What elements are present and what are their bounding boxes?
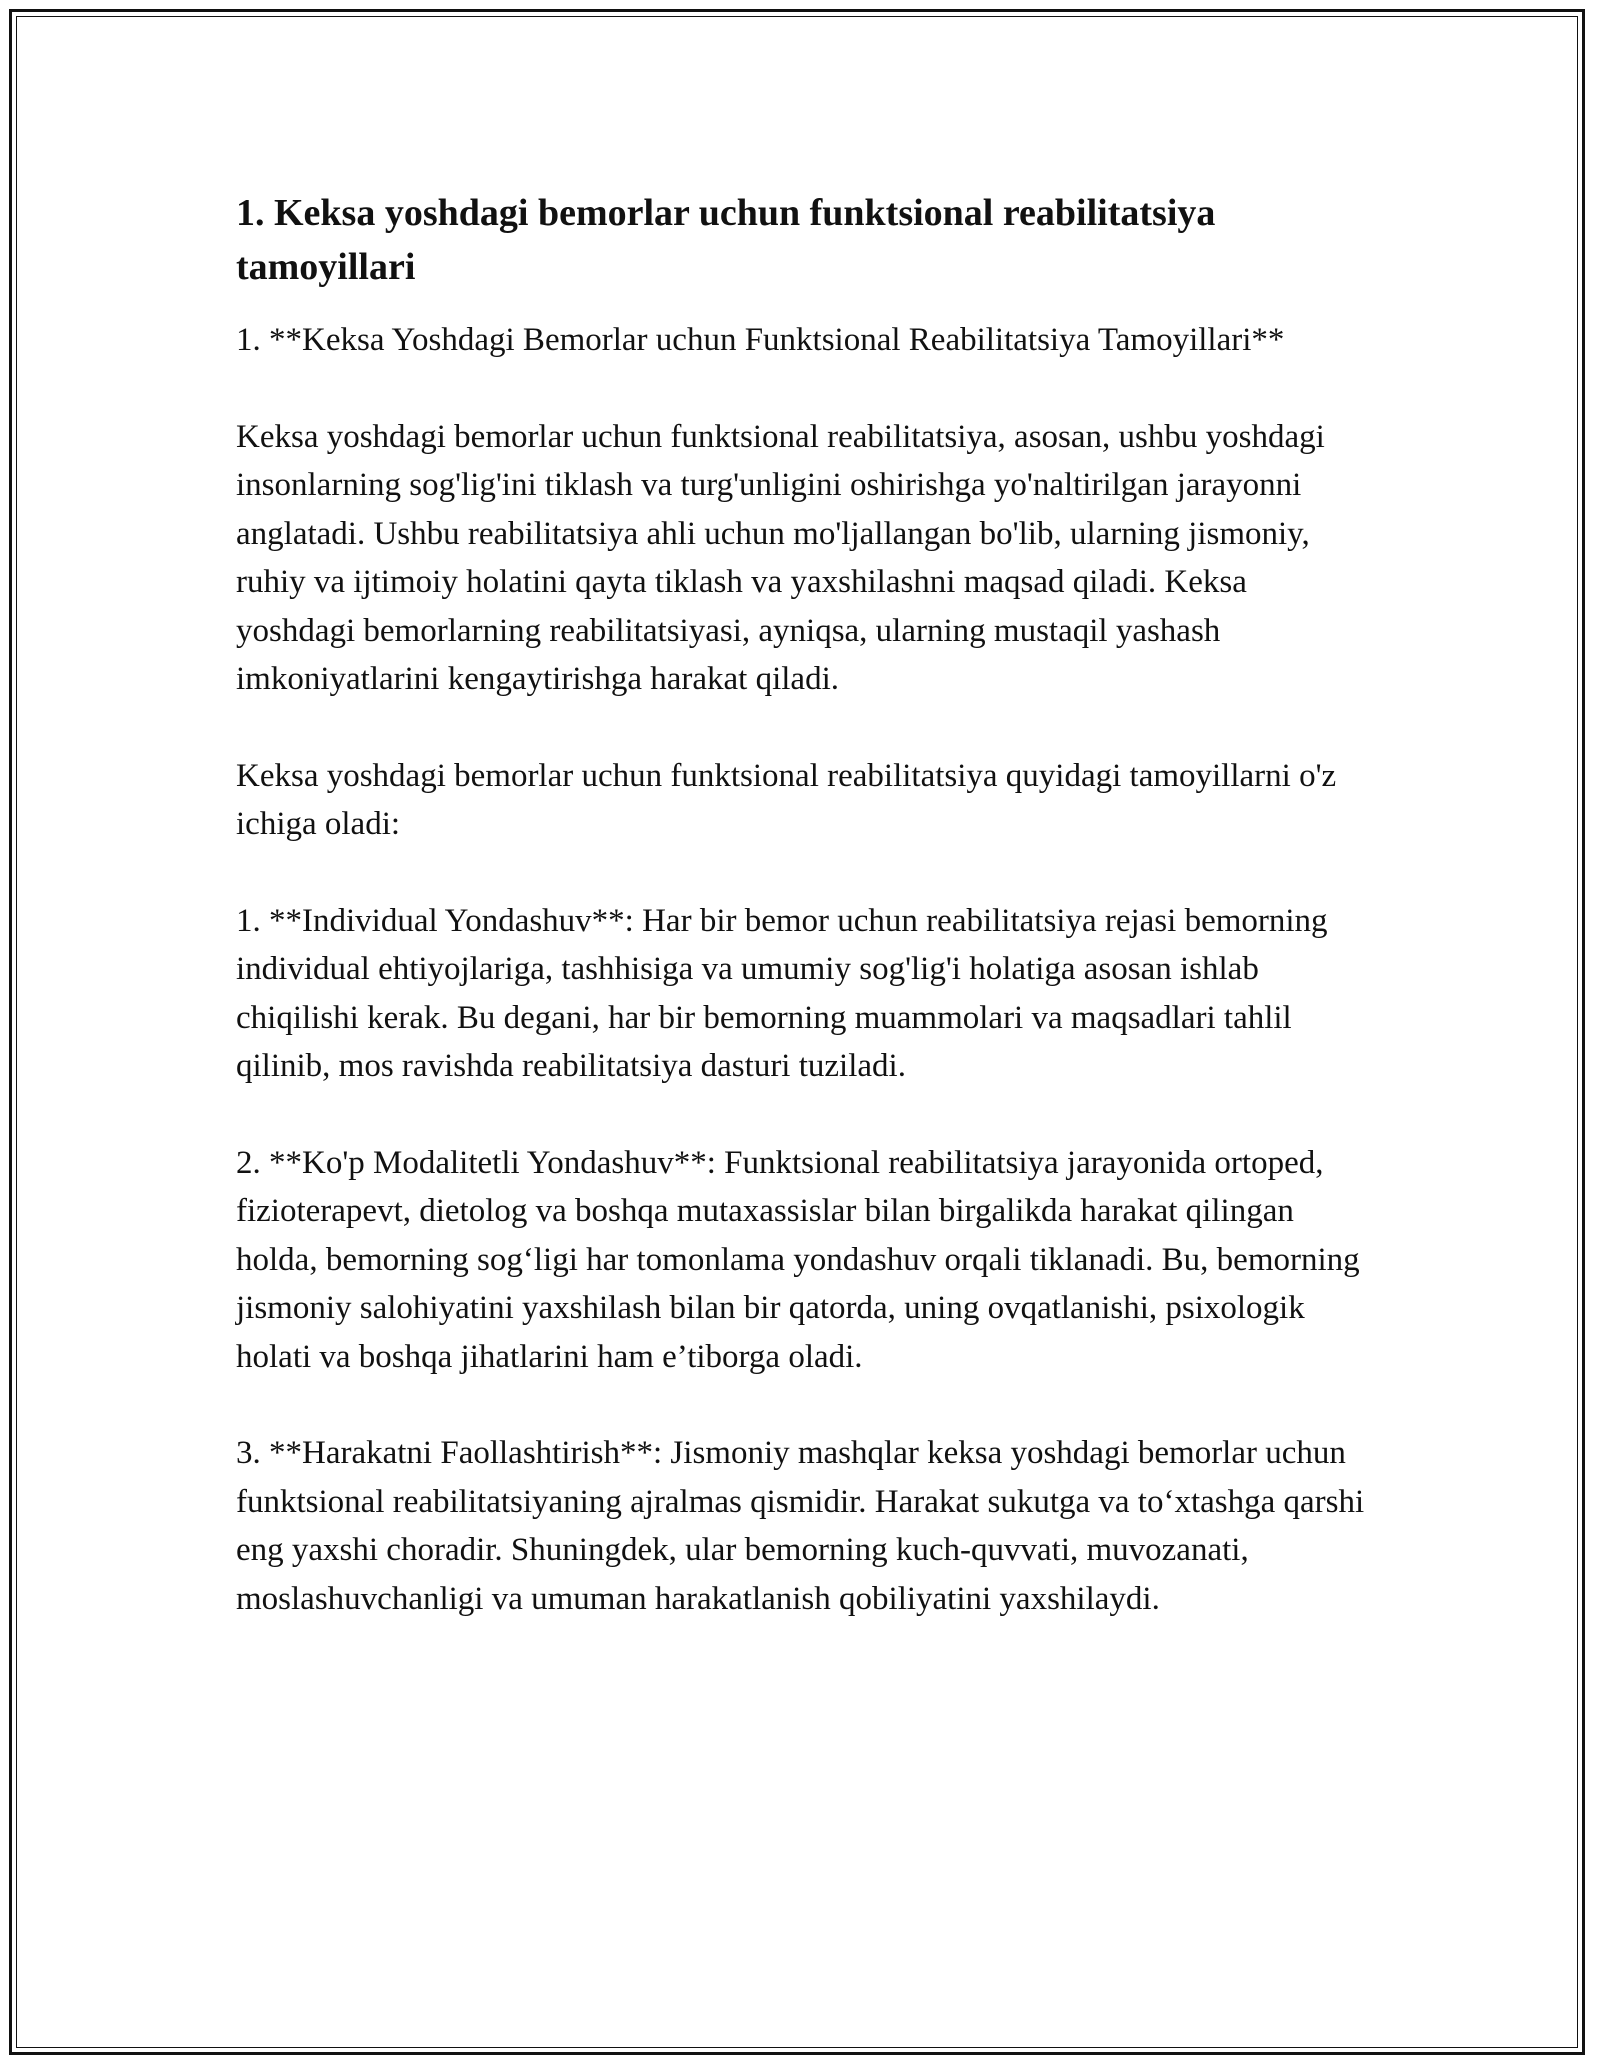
document-title: 1. Keksa yoshdagi bemorlar uchun funktsional reabilitatsiya tamoyillari — [236, 192, 1216, 288]
paragraph-principles-lead: Keksa yoshdagi bemorlar uchun funktsional reabilitatsiya quyidagi tamoyillarni o'z ichiga oladi: — [236, 757, 1337, 842]
paragraph-principle-1: 1. **Individual Yondashuv**: Har bir bemor uchun reabilitatsiya rejasi bemorning individual ehtiyojlariga, tashhisiga va umumiy sog'lig'i holatiga asosan ishlab chiqilishi kerak. Bu degani, har bir bemorning muammolari va maqsadlari tahlil qilinib, mos ravishda reabilitatsiya dasturi tuziladi. — [236, 902, 1328, 1084]
paragraph-principle-3: 3. **Harakatni Faollashtirish**: Jismoniy mashqlar keksa yoshdagi bemorlar uchun funktsional reabilitatsiyaning ajralmas qismidir. Harakat sukutga va to‘xtashga qarshi eng yaxshi choradir. Shuningdek, ular bemorning kuch-quvvati, muvozanati, moslashuvchanligi va umuman harakatlanish qobiliyatini yaxshilaydi. — [236, 1435, 1365, 1617]
paragraph-principle-2: 2. **Ko'p Modalitetli Yondashuv**: Funktsional reabilitatsiya jarayonida ortoped, fizioterapevt, dietolog va boshqa mutaxassislar bilan birgalikda harakat qilingan holda, bemorning sog‘ligi har tomonlama yondashuv orqali tiklanadi. Bu, bemorning jismoniy salohiyatini yaxshilash bilan bir qatorda, uning ovqatlanishi, psixologik holati va boshqa jihatlarini ham e’tiborga oladi. — [236, 1144, 1360, 1375]
paragraph-intro: Keksa yoshdagi bemorlar uchun funktsional reabilitatsiya, asosan, ushbu yoshdagi insonlarning sog'lig'ini tiklash va turg'unligini oshirishga yo'naltirilgan jarayonni anglatadi. Ushbu reabilitatsiya ahli uchun mo'ljallangan bo'lib, ularning jismoniy, ruhiy va ijtimoiy holatini qayta tiklash va yaxshilashni maqsad qiladi. Keksa yoshdagi bemorlarning reabilitatsiyasi, ayniqsa, ularning mustaqil yashash imkoniyatlarini kengaytirishga harakat qiladi. — [236, 418, 1325, 697]
document-body — [236, 186, 1366, 1671]
paragraph-heading-repeat: 1. **Keksa Yoshdagi Bemorlar uchun Funktsional Reabilitatsiya Tamoyillari** — [236, 322, 1285, 358]
